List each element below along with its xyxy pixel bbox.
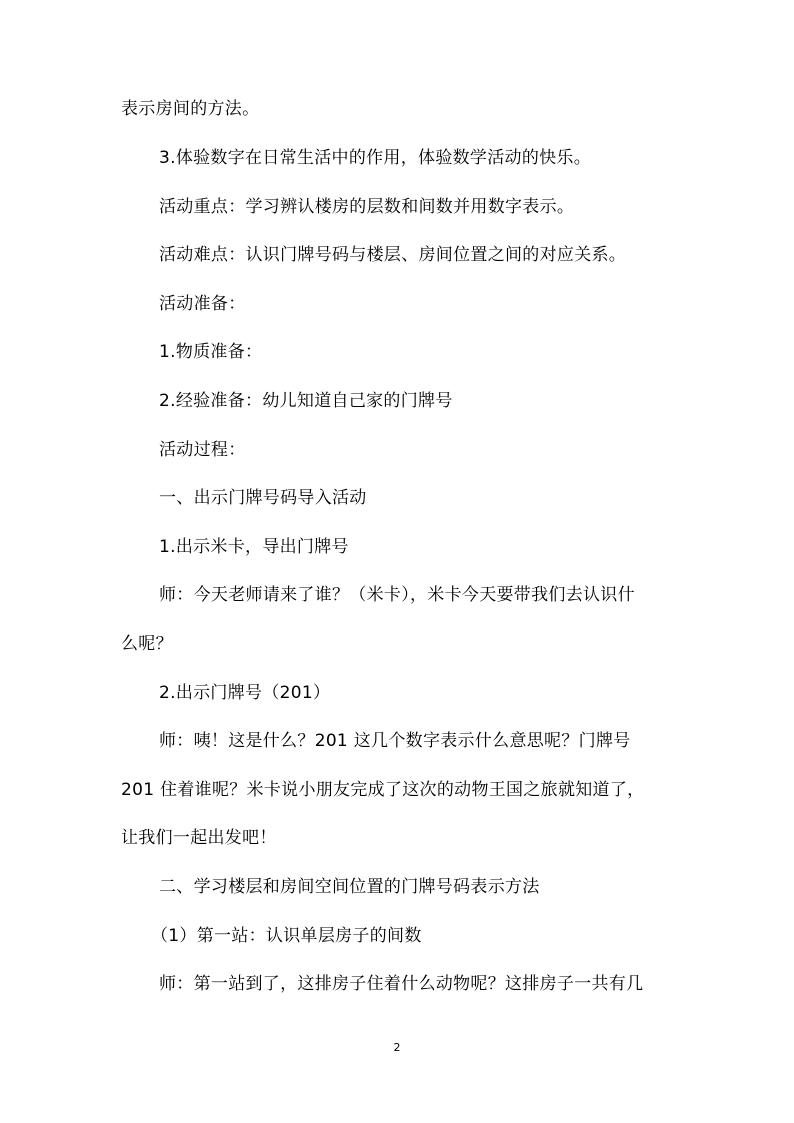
text-line-3: 活动重点：学习辨认楼房的层数和间数并用数字表示。 bbox=[159, 197, 575, 217]
text-line-11: 师：今天老师请来了谁？（米卡），米卡今天要带我们去认识什 bbox=[159, 585, 635, 605]
text-line-12: 么呢？ bbox=[121, 634, 173, 654]
text-line-10: 1.出示米卡，导出门牌号 bbox=[159, 537, 349, 557]
text-line-2: 3.体验数字在日常生活中的作用，体验数学活动的快乐。 bbox=[159, 148, 592, 168]
text-line-4: 活动难点：认识门牌号码与楼层、房间位置之间的对应关系。 bbox=[159, 245, 627, 265]
text-line-5: 活动准备： bbox=[159, 294, 246, 314]
text-line-15: 201 住着谁呢？米卡说小朋友完成了这次的动物王国之旅就知道了， bbox=[121, 780, 645, 800]
text-line-19: 师：第一站到了，这排房子住着什么动物呢？这排房子一共有几 bbox=[159, 974, 644, 994]
text-line-13: 2.出示门牌号（201） bbox=[159, 683, 331, 703]
text-line-1: 表示房间的方法。 bbox=[121, 99, 260, 119]
text-line-6: 1.物质准备： bbox=[159, 342, 263, 362]
text-line-7: 2.经验准备：幼儿知道自己家的门牌号 bbox=[159, 391, 453, 411]
text-line-18: （1）第一站：认识单层房子的间数 bbox=[151, 926, 422, 946]
text-line-8: 活动过程： bbox=[159, 440, 246, 460]
page-number: 2 bbox=[393, 1041, 401, 1054]
text-line-17: 二、学习楼层和房间空间位置的门牌号码表示方法 bbox=[159, 877, 540, 897]
text-line-9: 一、出示门牌号码导入活动 bbox=[159, 488, 367, 508]
text-line-14: 师：咦！这是什么？201 这几个数字表示什么意思呢？门牌号 bbox=[159, 731, 631, 751]
text-line-16: 让我们一起出发吧！ bbox=[121, 828, 277, 848]
